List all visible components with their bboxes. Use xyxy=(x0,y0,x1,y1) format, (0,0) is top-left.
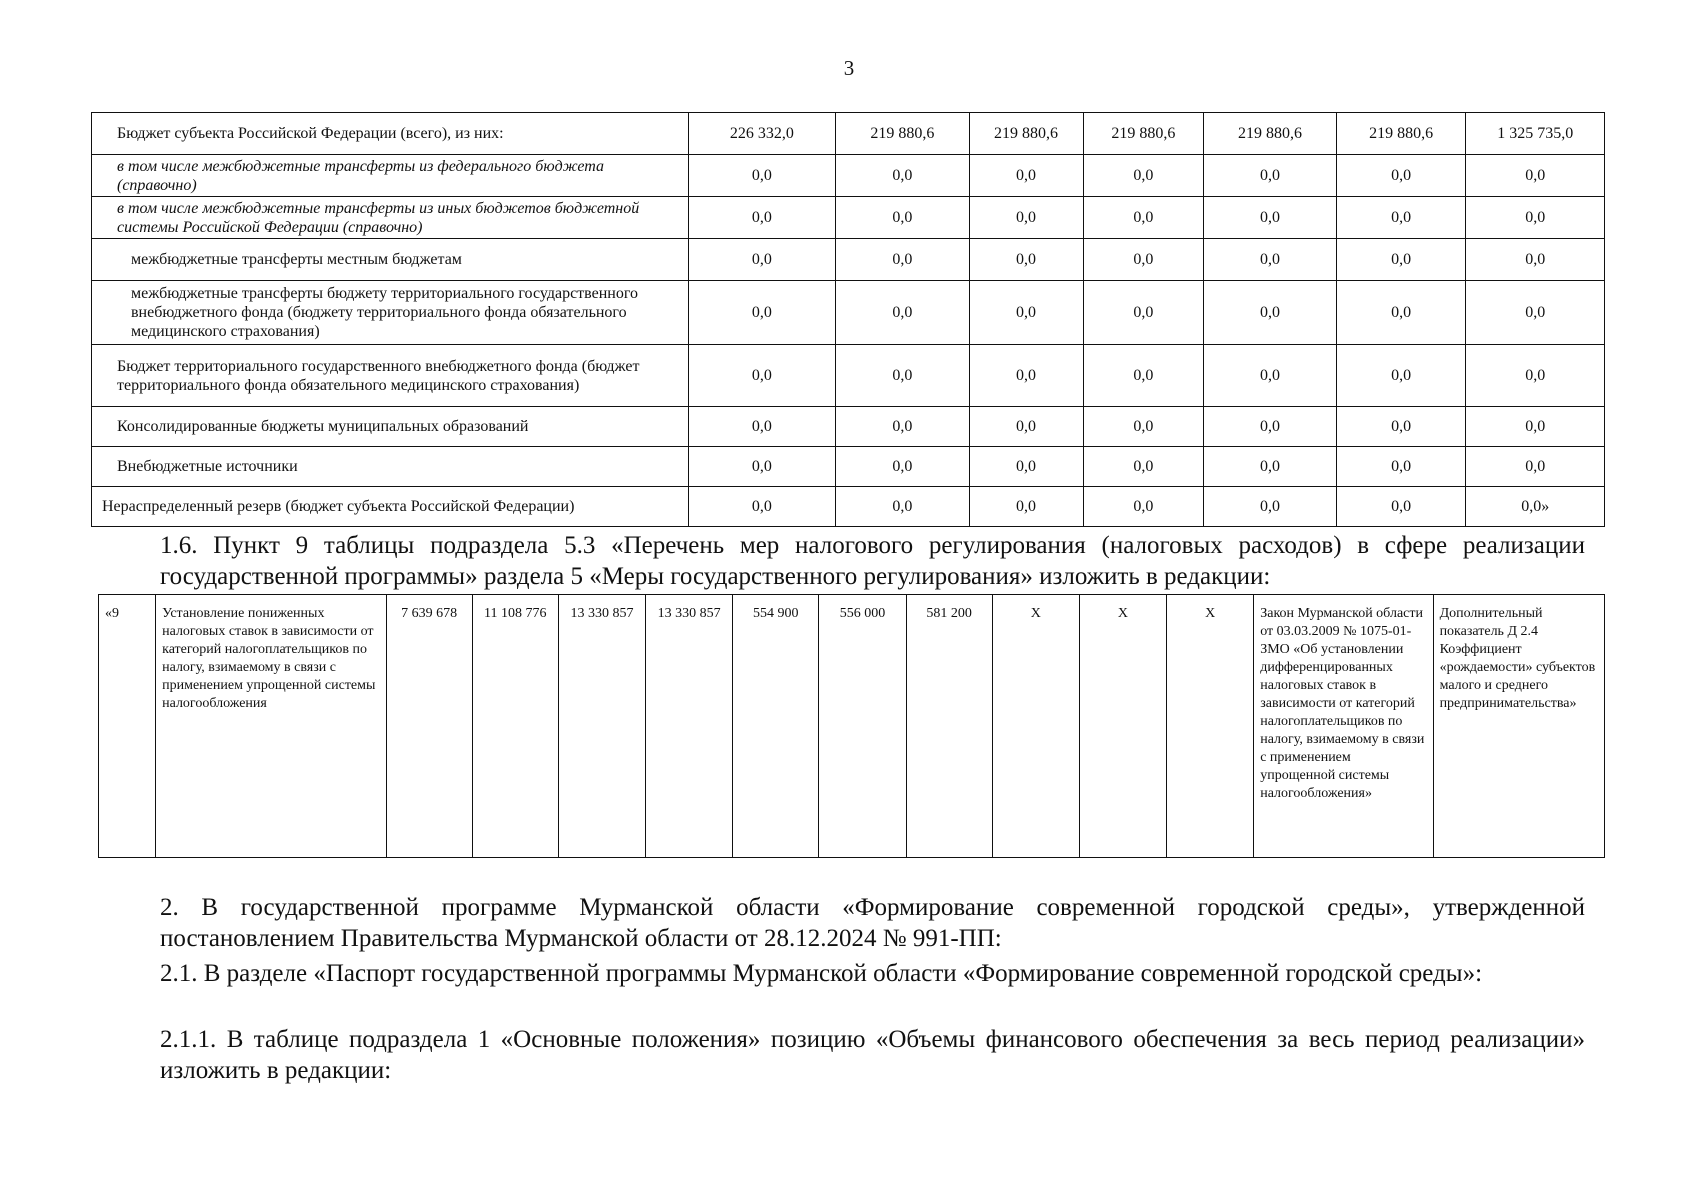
tax-value-cell: Х xyxy=(1167,595,1254,858)
budget-cell: 0,0 xyxy=(1466,281,1605,345)
budget-cell: 0,0 xyxy=(969,345,1083,407)
budget-cell: 0,0 xyxy=(1466,407,1605,447)
budget-cell: 0,0 xyxy=(1204,239,1337,281)
legal-act-cell: Закон Мурманской области от 03.03.2009 № 1075-01-ЗМО «Об установлении дифференцированных налоговых ставок в зависимости от категорий налогоплательщиков по налогу, взимаемому в связи с применением упрощенной системы налогообложения» xyxy=(1254,595,1433,858)
indicator-cell: Дополнительный показатель Д 2.4 Коэффициент «рождаемости» субъектов малого и среднего предпринимательства» xyxy=(1433,595,1604,858)
budget-row xyxy=(92,281,1605,345)
budget-cell: 0,0 xyxy=(1083,197,1204,239)
paragraph-2-1-1: 2.1.1. В таблице подраздела 1 «Основные положения» позицию «Объемы финансового обеспечения за весь период реализации» изложить в редакции: xyxy=(160,1026,1585,1084)
budget-cell: 0,0 xyxy=(1083,239,1204,281)
tax-value-cell: 556 000 xyxy=(819,595,906,858)
row-number: «9 xyxy=(99,595,156,858)
budget-table xyxy=(91,112,1605,527)
tax-table-row xyxy=(99,595,1605,858)
budget-cell: 0,0 xyxy=(1204,345,1337,407)
budget-cell: 0,0 xyxy=(1336,487,1466,527)
budget-cell: 219 880,6 xyxy=(836,113,970,155)
tax-value-cell: 13 330 857 xyxy=(646,595,733,858)
budget-cell: 0,0 xyxy=(688,239,835,281)
budget-cell: 0,0 xyxy=(1466,239,1605,281)
budget-cell: 0,0 xyxy=(1336,447,1466,487)
page-number: 3 xyxy=(843,56,855,80)
budget-cell: 0,0 xyxy=(1336,407,1466,447)
budget-cell: 0,0 xyxy=(1204,487,1337,527)
budget-cell: 0,0 xyxy=(1083,281,1204,345)
budget-cell: 0,0 xyxy=(1466,345,1605,407)
budget-row-label: межбюджетные трансферты бюджету территориального государственного внебюджетного фонда (бюджету территориального фонда обязательного медицинского страхования) xyxy=(92,281,689,345)
budget-cell: 0,0 xyxy=(688,281,835,345)
budget-cell: 0,0 xyxy=(1204,407,1337,447)
budget-row xyxy=(92,197,1605,239)
budget-row xyxy=(92,239,1605,281)
tax-value-cell: 7 639 678 xyxy=(386,595,472,858)
budget-cell: 0,0 xyxy=(1336,281,1466,345)
budget-cell: 219 880,6 xyxy=(1336,113,1466,155)
budget-cell: 0,0 xyxy=(688,345,835,407)
tax-value-cell: 581 200 xyxy=(906,595,992,858)
budget-cell: 0,0 xyxy=(1204,447,1337,487)
budget-cell: 0,0 xyxy=(836,239,970,281)
budget-cell: 0,0 xyxy=(1083,447,1204,487)
budget-row-label: в том числе межбюджетные трансферты из федерального бюджета (справочно) xyxy=(92,155,689,197)
tax-measure-table xyxy=(98,594,1605,858)
budget-cell: 0,0 xyxy=(969,197,1083,239)
budget-cell: 0,0 xyxy=(1336,155,1466,197)
budget-row-label: Бюджет субъекта Российской Федерации (всего), из них: xyxy=(92,113,689,155)
budget-cell: 0,0 xyxy=(969,447,1083,487)
budget-cell: 219 880,6 xyxy=(969,113,1083,155)
budget-row xyxy=(92,447,1605,487)
tax-value-cell: Х xyxy=(1079,595,1166,858)
budget-row xyxy=(92,487,1605,527)
budget-cell: 0,0 xyxy=(1336,197,1466,239)
tax-value-cell: 554 900 xyxy=(733,595,819,858)
budget-cell: 0,0 xyxy=(688,407,835,447)
budget-cell: 0,0 xyxy=(969,239,1083,281)
budget-cell: 0,0 xyxy=(1204,281,1337,345)
budget-row-label: Бюджет территориального государственного внебюджетного фонда (бюджет территориального фонда обязательного медицинского страхования) xyxy=(92,345,689,407)
budget-cell: 0,0 xyxy=(836,197,970,239)
budget-row-label: Внебюджетные источники xyxy=(92,447,689,487)
budget-cell: 0,0 xyxy=(1083,407,1204,447)
budget-row xyxy=(92,155,1605,197)
budget-cell: 0,0 xyxy=(688,197,835,239)
budget-cell: 0,0 xyxy=(688,447,835,487)
budget-cell: 0,0 xyxy=(1466,447,1605,487)
budget-cell: 1 325 735,0 xyxy=(1466,113,1605,155)
paragraph-2: 2. В государственной программе Мурманской области «Формирование современной городской среды», утвержденной постановлением Правительства Мурманской области от 28.12.2024 № 991-ПП: xyxy=(160,894,1585,952)
budget-cell: 0,0 xyxy=(969,155,1083,197)
budget-cell: 0,0 xyxy=(836,281,970,345)
tax-value-cell: Х xyxy=(992,595,1079,858)
budget-cell: 0,0 xyxy=(836,407,970,447)
tax-value-cell: 11 108 776 xyxy=(472,595,558,858)
budget-cell: 0,0 xyxy=(1204,197,1337,239)
budget-cell: 0,0 xyxy=(969,281,1083,345)
budget-cell: 0,0 xyxy=(1466,155,1605,197)
budget-cell: 219 880,6 xyxy=(1204,113,1337,155)
budget-cell: 226 332,0 xyxy=(688,113,835,155)
budget-cell: 0,0 xyxy=(836,447,970,487)
budget-cell: 0,0 xyxy=(1466,197,1605,239)
budget-cell: 0,0 xyxy=(836,487,970,527)
budget-cell: 0,0 xyxy=(969,407,1083,447)
budget-cell: 0,0 xyxy=(688,487,835,527)
budget-cell: 0,0 xyxy=(688,155,835,197)
budget-row xyxy=(92,407,1605,447)
budget-cell: 219 880,6 xyxy=(1083,113,1204,155)
tax-value-cell: 13 330 857 xyxy=(558,595,645,858)
budget-row xyxy=(92,113,1605,155)
budget-cell: 0,0 xyxy=(1336,239,1466,281)
paragraph-2-1: 2.1. В разделе «Паспорт государственной программы Мурманской области «Формирование современной городской среды»: xyxy=(160,960,1483,987)
budget-cell: 0,0 xyxy=(836,345,970,407)
budget-row-label: в том числе межбюджетные трансферты из иных бюджетов бюджетной системы Российской Федерации (справочно) xyxy=(92,197,689,239)
budget-cell: 0,0 xyxy=(836,155,970,197)
measure-name: Установление пониженных налоговых ставок в зависимости от категорий налогоплательщиков по налогу, взимаемому в связи с применением упрощенной системы налогообложения xyxy=(156,595,386,858)
budget-row-label: Нераспределенный резерв (бюджет субъекта Российской Федерации) xyxy=(92,487,689,527)
budget-cell: 0,0 xyxy=(1083,155,1204,197)
budget-cell: 0,0 xyxy=(1083,487,1204,527)
budget-cell: 0,0 xyxy=(969,487,1083,527)
budget-cell: 0,0 xyxy=(1083,345,1204,407)
paragraph-1-6: 1.6. Пункт 9 таблицы подраздела 5.3 «Перечень мер налогового регулирования (налоговых расходов) в сфере реализации государственной программы» раздела 5 «Меры государственного регулирования» изложить в редакции: xyxy=(160,532,1585,590)
budget-cell: 0,0 xyxy=(1336,345,1466,407)
budget-cell: 0,0 xyxy=(1204,155,1337,197)
budget-row xyxy=(92,345,1605,407)
budget-row-label: межбюджетные трансферты местным бюджетам xyxy=(92,239,689,281)
budget-cell: 0,0» xyxy=(1466,487,1605,527)
budget-row-label: Консолидированные бюджеты муниципальных образований xyxy=(92,407,689,447)
